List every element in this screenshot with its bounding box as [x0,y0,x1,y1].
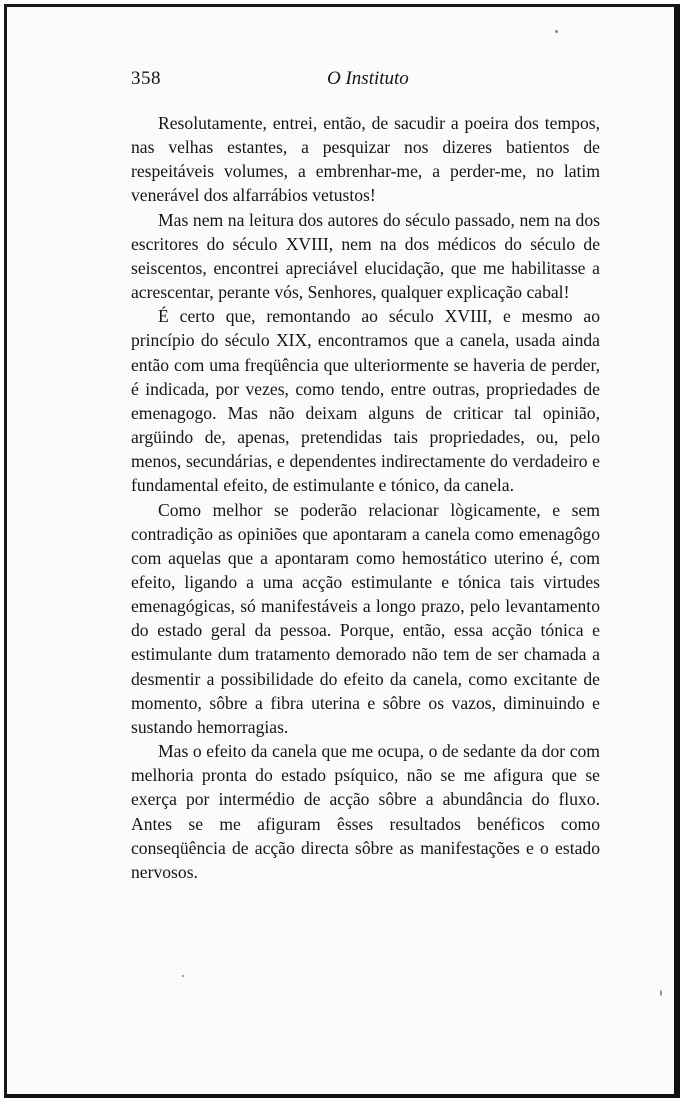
paragraph-2: Mas nem na leitura dos autores do século passado, nem na dos escritores do século XVIII, nem na dos médicos do século de seiscentos, encontrei apreciável elucidação, que me habilitasse a acrescentar, perante vós, Senhores, qualquer explicação cabal! [131,209,600,303]
paper-speck [660,990,662,996]
running-head [131,68,601,94]
paragraph-3: É certo que, remontando ao século XVIII, e mesmo ao princípio do século XIX, encontramos que a canela, usada ainda então com uma freqüência que ulteriormente se haveria de perder, é indicada, por vezes, como tendo, entre outras, propriedades de emenagogo. Mas não deixam alguns de criticar tal opinião, argüindo de, apenas, pretendidas tais propriedades, ou, pelo menos, secundárias, e dependentes indirectamente do verdadeiro e fundamental efeito, de estimulante e tónico, da canela. [131,306,600,496]
page-number: 358 [131,68,161,89]
body-text [131,111,600,884]
paper-speck [555,30,558,33]
paragraph-4: Como melhor se poderão relacionar lògicamente, e sem contradição as opiniões que apontaram a canela como emenagôgo com aquelas que a apontaram como hemostático uterino é, com efeito, ligando a uma acção estimulante e tónica tais virtudes emenagógicas, só manifestáveis a longo prazo, pelo levantamento do estado geral da pessoa. Porque, então, essa acção tónica e estimulante dum tratamento demorado não tem de ser chamada a desmentir a possibilidade do efeito da canela, como excitante de momento, sôbre a fibra uterina e sôbre os vazos, diminuindo e sustando hemorragias. [131,499,600,737]
paragraph-1: Resolutamente, entrei, então, de sacudir a poeira dos tempos, nas velhas estantes, a pesquizar nos dizeres batientos de respeitáveis volumes, a embrenhar-me, a perder-me, no latim venerável dos alfarrábios vetustos! [131,113,600,206]
paper-speck [182,975,184,977]
running-title: O Instituto [327,68,409,89]
paragraph-5: Mas o efeito da canela que me ocupa, o de sedante da dor com melhoria pronta do estado psíquico, não se me afigura que se exerça por intermédio de acção sôbre a abundância do fluxo. Antes se me afiguram êsses resultados benéficos como conseqüência de acção directa sôbre as manifestações e o estado nervosos. [131,741,600,882]
